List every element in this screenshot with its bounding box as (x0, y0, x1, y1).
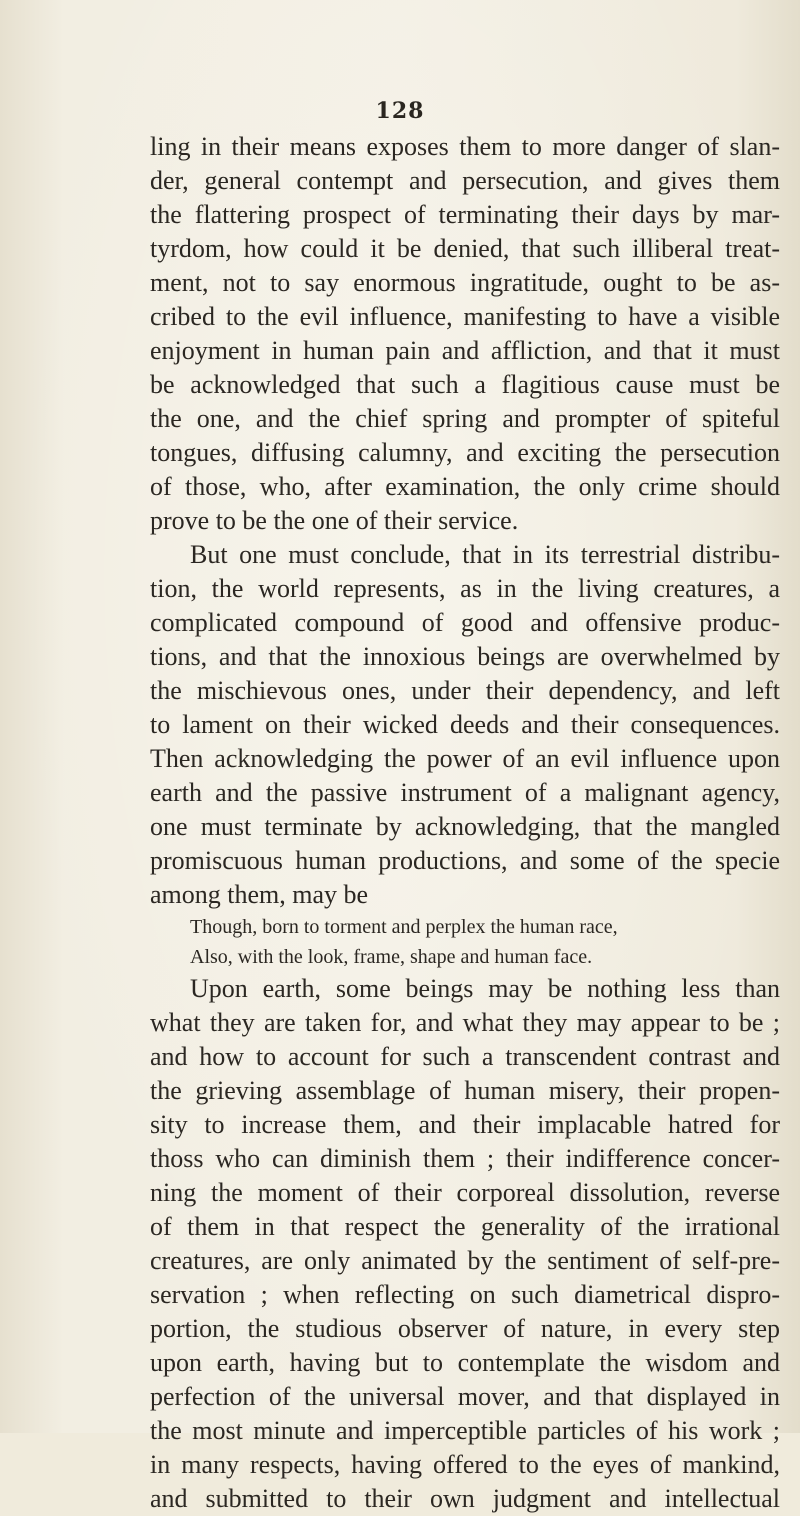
body-text (150, 130, 780, 1516)
text-line: the one, and the chief spring and prompter of spiteful (150, 404, 780, 433)
text-line: be acknowledged that such a flagitious cause must be (150, 370, 780, 399)
text-line: tyrdom, how could it be denied, that such illiberal treat- (150, 234, 780, 263)
text-line: promiscuous human productions, and some of the specie (150, 846, 780, 875)
text-line: and how to account for such a transcendent contrast and (150, 1042, 780, 1071)
text-line: ling in their means exposes them to more danger of slan- (150, 132, 780, 161)
text-line: portion, the studious observer of nature, in every step (150, 1314, 780, 1343)
text-line: Then acknowledging the power of an evil influence upon (150, 744, 780, 773)
text-line: sity to increase them, and their implacable hatred for (150, 1110, 780, 1139)
verse-line: Also, with the look, frame, shape and human face. (190, 946, 593, 968)
text-line: enjoyment in human pain and affliction, and that it must (150, 336, 780, 365)
text-line: complicated compound of good and offensive produc- (150, 608, 780, 637)
text-line: creatures, are only animated by the sentiment of self-pre- (150, 1246, 780, 1275)
text-line: tongues, diffusing calumny, and exciting the persecution (150, 438, 780, 467)
text-line: the grieving assemblage of human misery, their propen- (150, 1076, 780, 1105)
verse-line: Though, born to torment and perplex the human race, (190, 916, 618, 938)
text-line: the mischievous ones, under their dependency, and left (150, 676, 780, 705)
text-line: perfection of the universal mover, and that displayed in (150, 1382, 780, 1411)
text-line: to lament on their wicked deeds and their consequences. (150, 710, 780, 739)
text-line: servation ; when reflecting on such diametrical dispro- (150, 1280, 780, 1309)
text-line: cribed to the evil influence, manifesting to have a visible (150, 302, 780, 331)
text-line: upon earth, having but to contemplate the wisdom and (150, 1348, 780, 1377)
text-line: of them in that respect the generality of the irrational (150, 1212, 780, 1241)
text-line: thoss who can diminish them ; their indifference concer- (150, 1144, 780, 1173)
text-line: tion, the world represents, as in the living creatures, a (150, 574, 780, 603)
text-line: in many respects, having offered to the eyes of mankind, (150, 1450, 780, 1479)
text-line: ning the moment of their corporeal dissolution, reverse (150, 1178, 780, 1207)
text-line: the most minute and imperceptible particles of his work ; (150, 1416, 780, 1445)
text-line: But one must conclude, that in its terrestrial distribu- (190, 540, 780, 569)
text-line: ment, not to say enormous ingratitude, ought to be as- (150, 268, 780, 297)
page-number: 128 (375, 98, 425, 124)
text-line: and submitted to their own judgment and intellectual (150, 1484, 780, 1513)
text-line: what they are taken for, and what they may appear to be ; (150, 1008, 780, 1037)
text-line: earth and the passive instrument of a malignant agency, (150, 778, 780, 807)
text-line: prove to be the one of their service. (150, 506, 519, 535)
text-line: Upon earth, some beings may be nothing less than (190, 974, 780, 1003)
text-line: der, general contempt and persecution, and gives them (150, 166, 780, 195)
text-line: one must terminate by acknowledging, that the mangled (150, 812, 780, 841)
text-line: the flattering prospect of terminating their days by mar- (150, 200, 780, 229)
text-line: tions, and that the innoxious beings are overwhelmed by (150, 642, 780, 671)
text-line: of those, who, after examination, the only crime should (150, 472, 780, 501)
text-line: among them, may be (150, 880, 369, 909)
